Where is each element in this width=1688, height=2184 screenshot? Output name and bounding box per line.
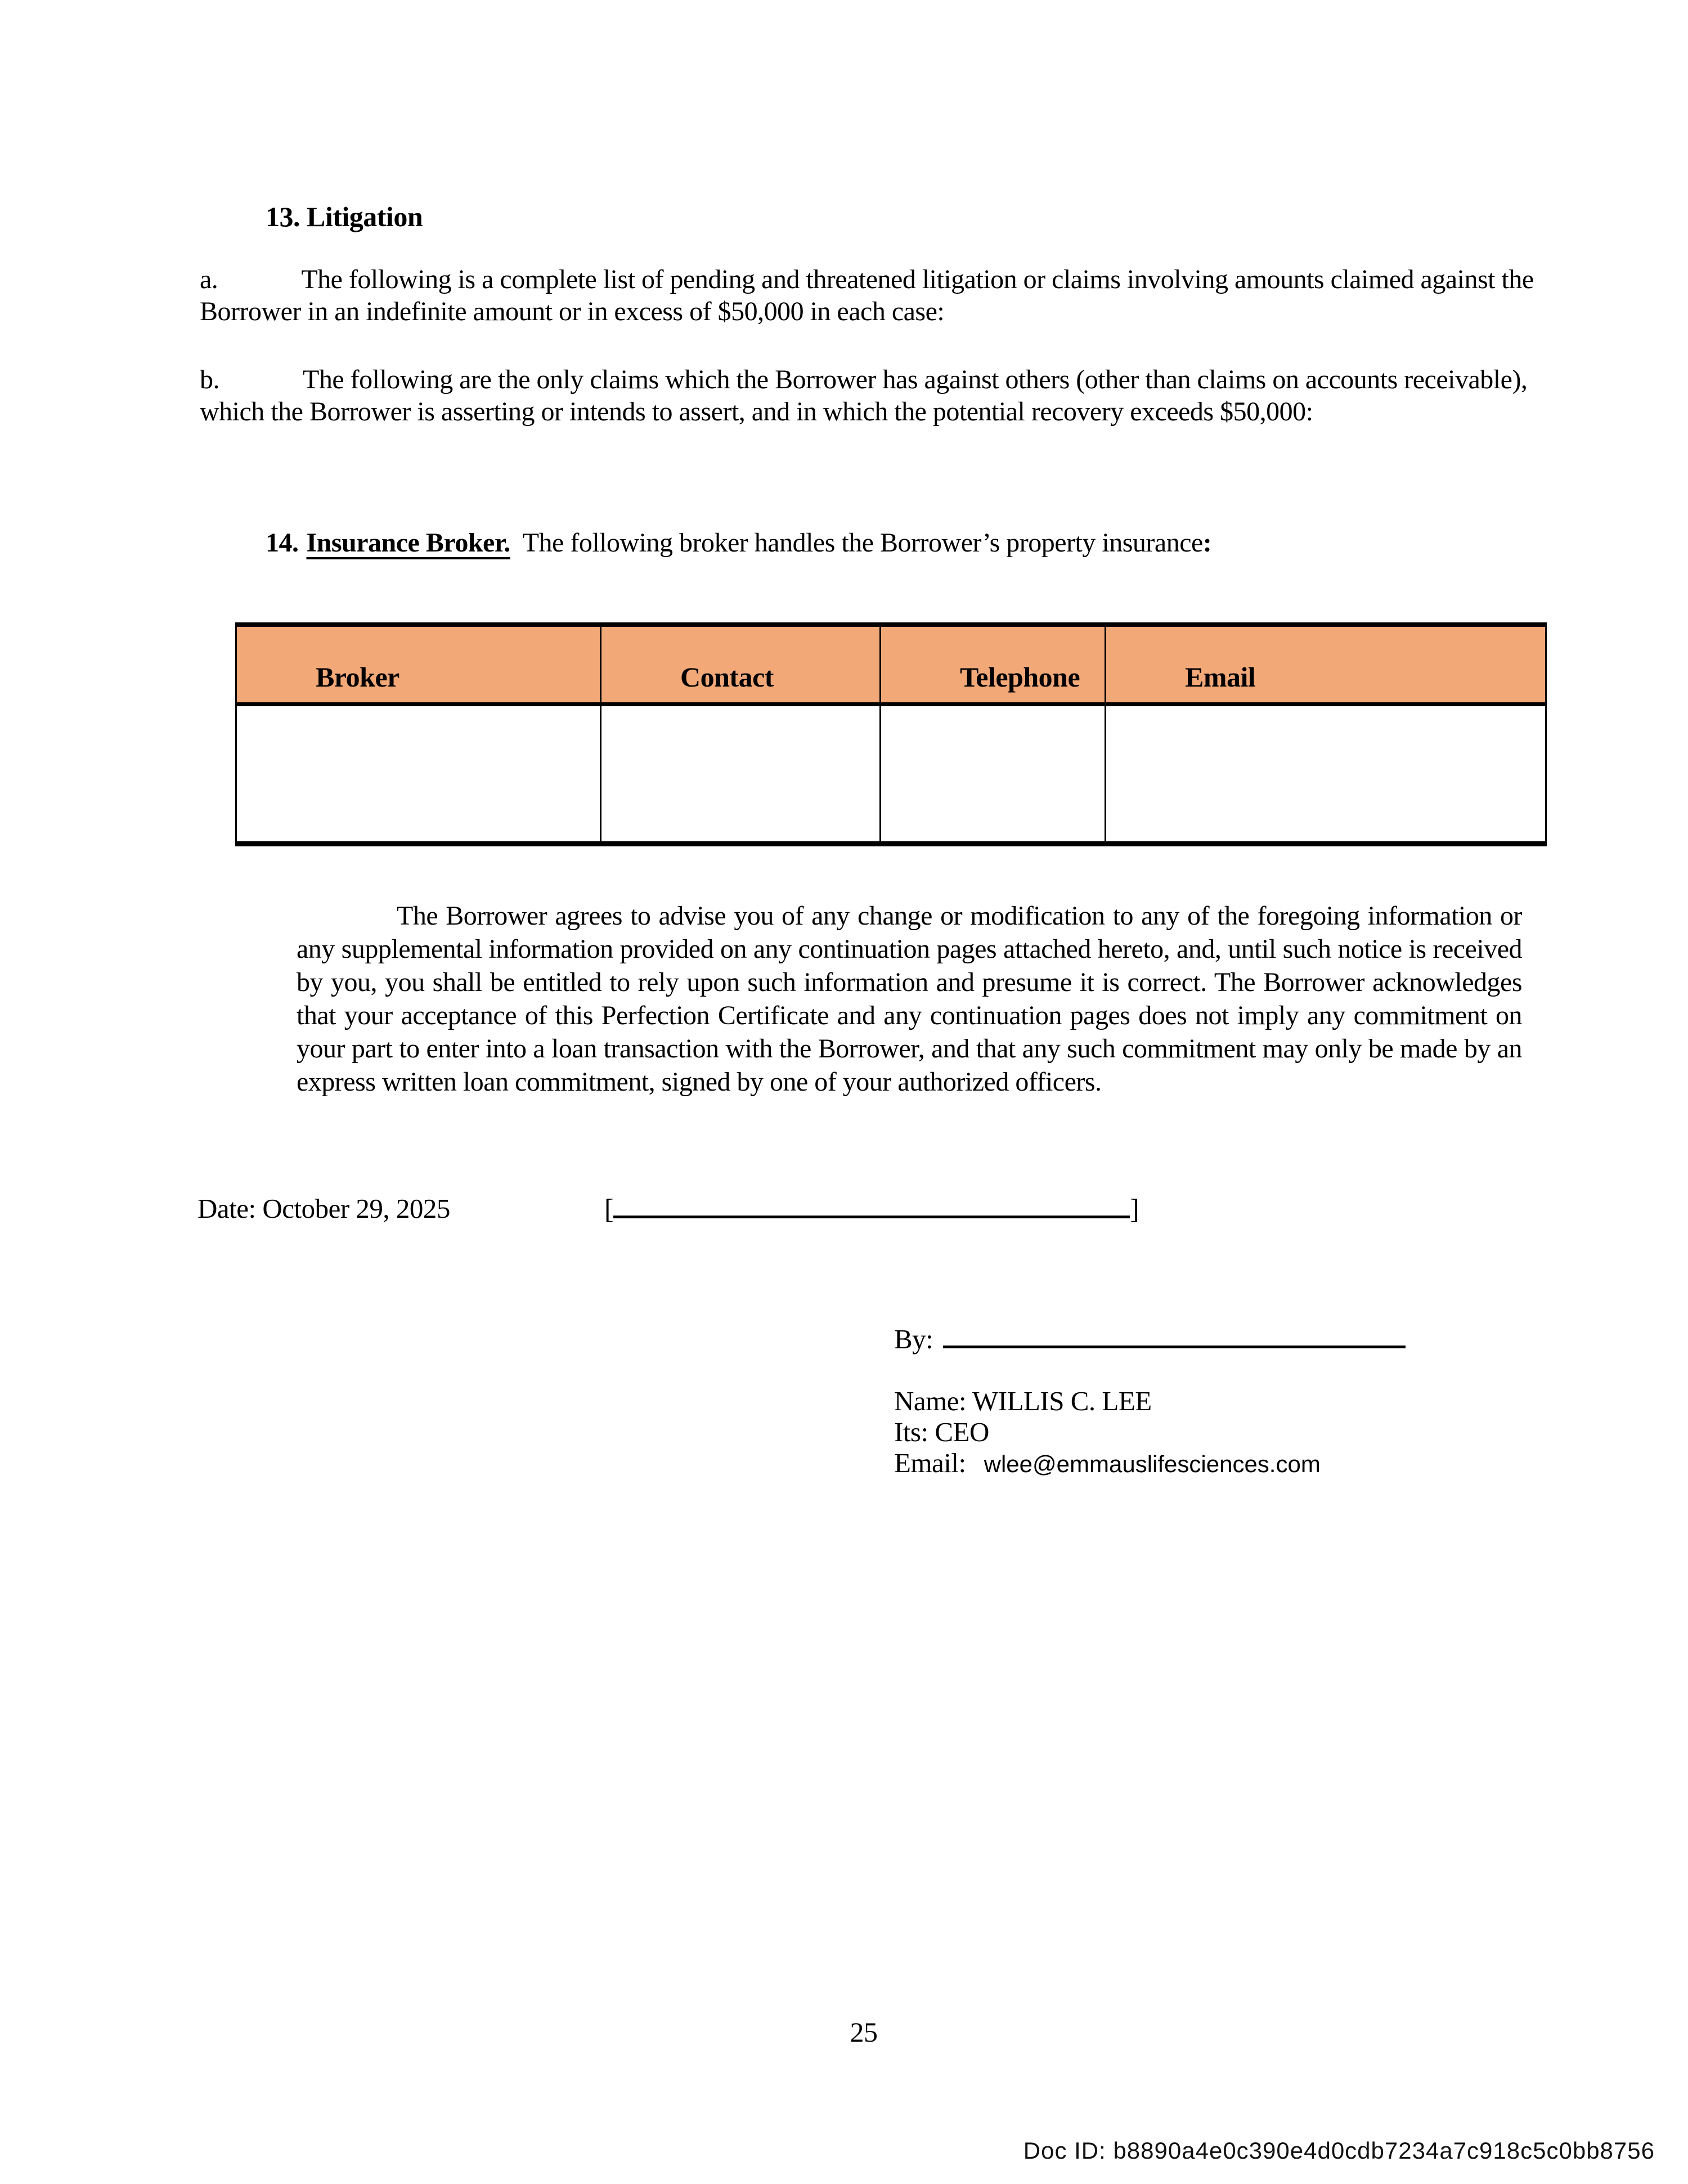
page-number: 25 <box>850 2016 878 2048</box>
item-b-label: b. <box>200 365 219 394</box>
item-a-label: a. <box>200 264 218 294</box>
borrower-name-blank-line <box>613 1216 1130 1218</box>
table-row <box>236 705 1546 844</box>
email-value: wlee@emmauslifesciences.com <box>984 1451 1321 1477</box>
signer-title-line <box>894 1416 1321 1447</box>
litigation-item-a <box>200 263 1550 328</box>
litigation-item-b <box>200 364 1550 428</box>
date-line <box>197 1192 1139 1226</box>
table-cell-contact <box>601 705 881 844</box>
table-cell-telephone <box>881 705 1106 844</box>
item-b-text: The following are the only claims which the Borrower has against others (other than claims on accounts receivable), which the Borrower is asserting or intends to assert, and in which the potential recovery exceeds $50,000: <box>200 365 1528 427</box>
doc-id: Doc ID: b8890a4e0c390e4d0cdb7234a7c918c5c0bb8756 <box>1023 2137 1655 2164</box>
item-a-text: The following is a complete list of pending and threatened litigation or claims involving amounts claimed against the Borrower in an indefinite amount or in excess of $50,000 in each case: <box>200 264 1534 326</box>
signer-name-line <box>894 1385 1321 1416</box>
signer-email-line <box>894 1447 1321 1479</box>
section-13-heading: 13. Litigation <box>266 201 423 232</box>
borrower-bracket-group <box>604 1192 1139 1226</box>
by-label: By: <box>894 1324 933 1355</box>
section-14-text: The following broker handles the Borrower’s property insurance <box>522 528 1203 558</box>
section-14-title: Insurance Broker. <box>306 528 510 558</box>
table-header-row <box>236 625 1546 705</box>
insurance-broker-table <box>235 622 1547 846</box>
name-value: WILLIS C. LEE <box>972 1385 1152 1416</box>
table-header-email: Email <box>1106 625 1546 705</box>
agreement-paragraph: The Borrower agrees to advise you of any change or modification to any of the foregoing information or any supplemental information provided on any continuation pages attached hereto, and, until such notice is received by you, you shall be entitled to rely upon such information and presume it is correct. The Borrower acknowledges that your acceptance of this Perfection Certificate and any continuation pages does not imply any commitment on your part to enter into a loan transaction with the Borrower, and that any such commitment may only be made by an express written loan commitment, signed by one of your authorized officers. <box>297 901 1522 1097</box>
by-line <box>894 1322 1406 1356</box>
table-header-broker: Broker <box>236 625 601 705</box>
section-14-number: 14. <box>266 528 299 558</box>
table-header-contact: Contact <box>601 625 881 705</box>
table-cell-email <box>1106 705 1546 844</box>
section-14-heading <box>266 527 1627 559</box>
its-label: Its: <box>894 1416 928 1447</box>
signature-blank-line <box>943 1346 1406 1348</box>
table-header-telephone: Telephone <box>881 625 1106 705</box>
email-label: Email: <box>894 1447 966 1478</box>
signer-details <box>894 1385 1321 1479</box>
bracket-close: ] <box>1130 1193 1139 1225</box>
name-label: Name: <box>894 1385 967 1416</box>
table-cell-broker <box>236 705 601 844</box>
date-label: Date: October 29, 2025 <box>197 1193 450 1224</box>
section-14-colon: : <box>1202 528 1212 558</box>
bracket-open: [ <box>604 1193 614 1225</box>
its-value: CEO <box>935 1416 989 1447</box>
